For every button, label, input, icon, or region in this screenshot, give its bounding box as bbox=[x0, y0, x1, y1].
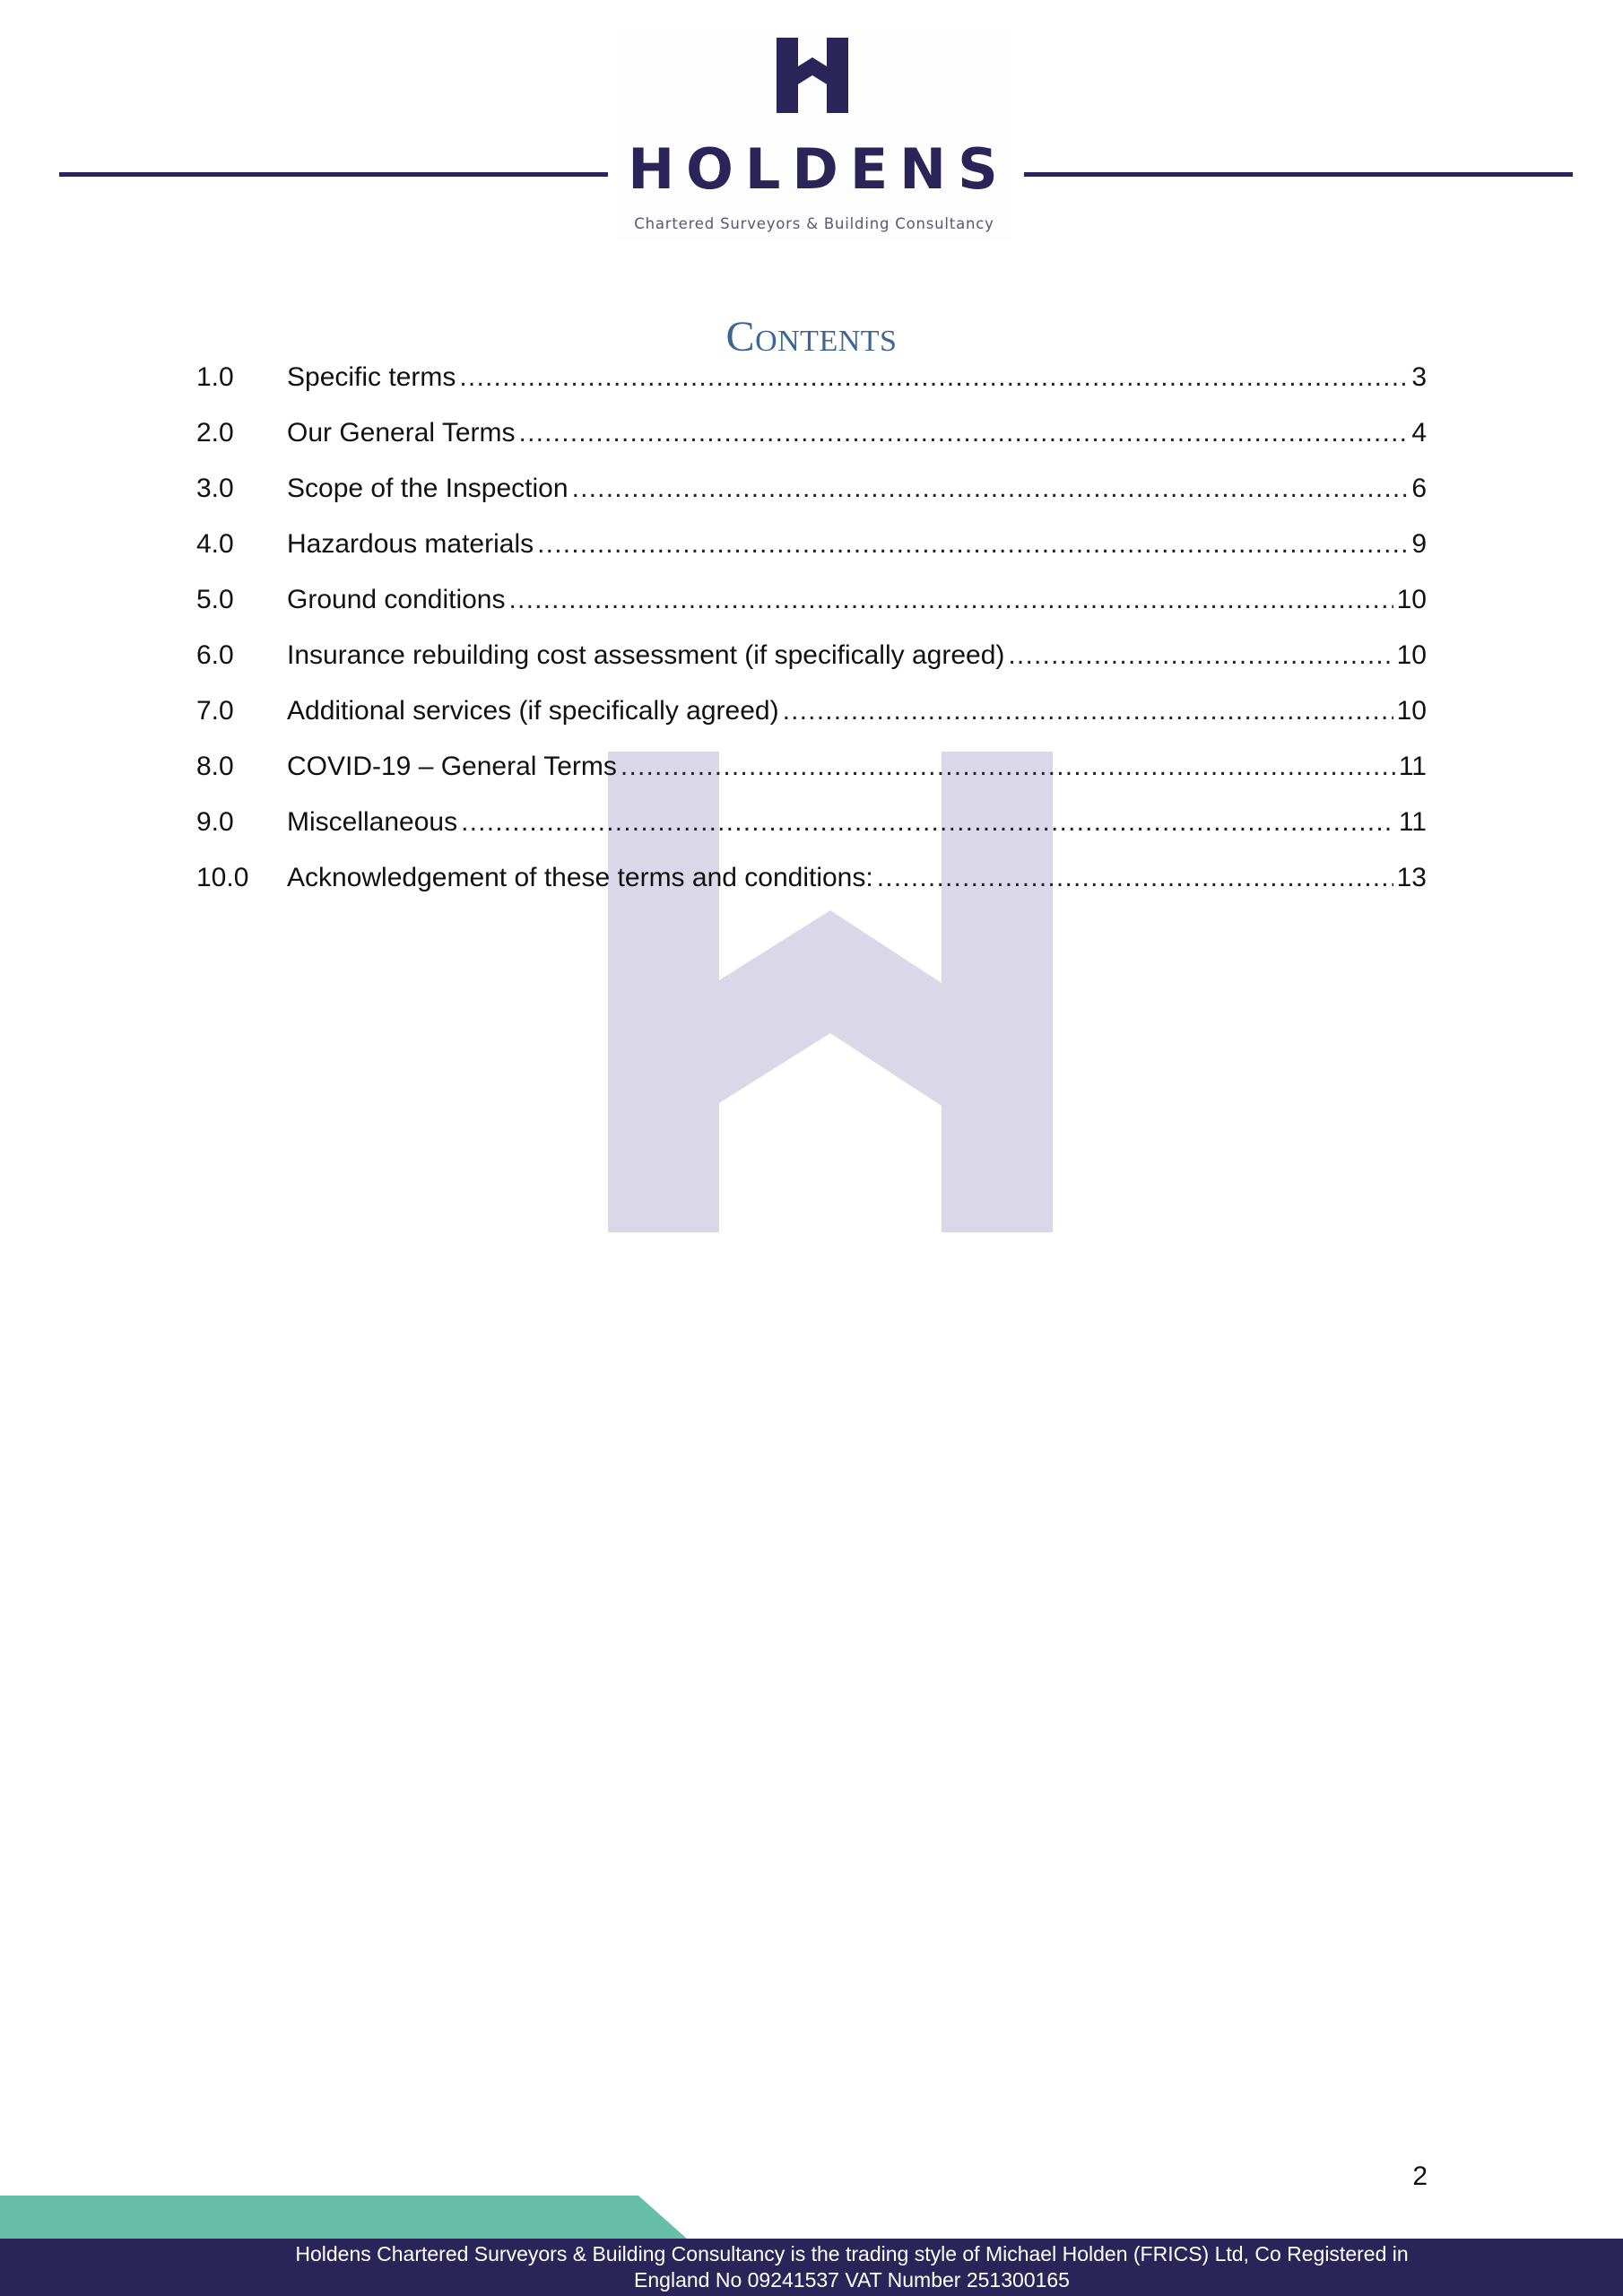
toc-entry[interactable] bbox=[196, 585, 1427, 640]
toc-entry-label[interactable]: Scope of the Inspection bbox=[287, 474, 568, 503]
toc-entry-label[interactable]: Our General Terms bbox=[287, 418, 516, 448]
toc-entry-label[interactable]: COVID-19 – General Terms bbox=[287, 752, 617, 781]
toc-dot-leader bbox=[459, 362, 1408, 393]
toc-dot-leader bbox=[783, 696, 1393, 726]
toc-entry-page[interactable]: 9 bbox=[1411, 529, 1427, 559]
header-rule-right bbox=[1024, 172, 1573, 177]
toc-entry-label[interactable]: Miscellaneous bbox=[287, 807, 458, 837]
toc-entry-label[interactable]: Additional services (if specifically agreed) bbox=[287, 696, 779, 726]
company-logo bbox=[617, 34, 1011, 240]
toc-entry-label[interactable]: Insurance rebuilding cost assessment (if specifically agreed) bbox=[287, 640, 1005, 670]
toc-dot-leader bbox=[877, 863, 1393, 893]
footer-legal-bar bbox=[0, 2239, 1623, 2296]
toc-entry-number: 9.0 bbox=[196, 807, 234, 837]
toc-entry[interactable] bbox=[196, 863, 1427, 918]
toc-dot-leader bbox=[519, 418, 1409, 448]
toc-entry-page[interactable]: 13 bbox=[1396, 863, 1427, 892]
toc-entry[interactable] bbox=[196, 362, 1427, 418]
toc-entry[interactable] bbox=[196, 807, 1427, 863]
toc-dot-leader bbox=[461, 807, 1395, 838]
footer-legal-line-2: England No 09241537 VAT Number 251300165 bbox=[634, 2268, 1070, 2292]
toc-dot-leader bbox=[621, 752, 1395, 782]
toc-entry[interactable] bbox=[196, 418, 1427, 474]
toc-entry-label[interactable]: Hazardous materials bbox=[287, 529, 534, 559]
toc-entry-page[interactable]: 10 bbox=[1396, 585, 1427, 614]
holdens-h-logo-icon bbox=[777, 38, 848, 113]
footer-accent-shape bbox=[0, 2196, 690, 2239]
header-rule-left bbox=[59, 172, 608, 177]
toc-entry-page[interactable]: 6 bbox=[1411, 474, 1427, 503]
toc-entry-number: 4.0 bbox=[196, 529, 234, 559]
toc-entry-label[interactable]: Specific terms bbox=[287, 362, 456, 392]
toc-entry-page[interactable]: 3 bbox=[1411, 362, 1427, 392]
toc-entry-number: 2.0 bbox=[196, 418, 234, 448]
toc-dot-leader bbox=[537, 529, 1408, 560]
contents-heading: Contents bbox=[725, 313, 898, 361]
toc-entry-page[interactable]: 11 bbox=[1398, 807, 1427, 837]
toc-entry-number: 8.0 bbox=[196, 752, 234, 781]
footer-legal-line-1: Holdens Chartered Surveyors & Building Consultancy is the trading style of Michael Holden (FRICS) Ltd, Co Registered in bbox=[295, 2242, 1409, 2266]
toc-entry-label[interactable]: Acknowledgement of these terms and conditions: bbox=[287, 863, 873, 892]
toc-entry-number: 7.0 bbox=[196, 696, 234, 726]
toc-entry-page[interactable]: 10 bbox=[1396, 696, 1427, 726]
toc-entry-number: 10.0 bbox=[196, 863, 249, 892]
toc-entry-page[interactable]: 11 bbox=[1398, 752, 1427, 781]
toc-entry[interactable] bbox=[196, 752, 1427, 807]
toc-entry-number: 1.0 bbox=[196, 362, 234, 392]
toc-entry[interactable] bbox=[196, 529, 1427, 585]
toc-entry[interactable] bbox=[196, 474, 1427, 529]
toc-entry[interactable] bbox=[196, 640, 1427, 696]
toc-entry[interactable] bbox=[196, 696, 1427, 752]
toc-dot-leader bbox=[509, 585, 1393, 615]
toc-entry-number: 5.0 bbox=[196, 585, 234, 614]
toc-dot-leader bbox=[572, 474, 1409, 504]
toc-entry-page[interactable]: 10 bbox=[1396, 640, 1427, 670]
logo-wordmark: HOLDENS bbox=[628, 136, 1010, 202]
toc-entry-number: 3.0 bbox=[196, 474, 234, 503]
toc-entry-page[interactable]: 4 bbox=[1411, 418, 1427, 448]
table-of-contents bbox=[196, 362, 1427, 918]
page-number: 2 bbox=[1412, 2161, 1428, 2191]
toc-dot-leader bbox=[1008, 640, 1393, 671]
toc-entry-label[interactable]: Ground conditions bbox=[287, 585, 506, 614]
logo-tagline: Chartered Surveyors & Building Consultancy bbox=[634, 215, 994, 232]
toc-entry-number: 6.0 bbox=[196, 640, 234, 670]
